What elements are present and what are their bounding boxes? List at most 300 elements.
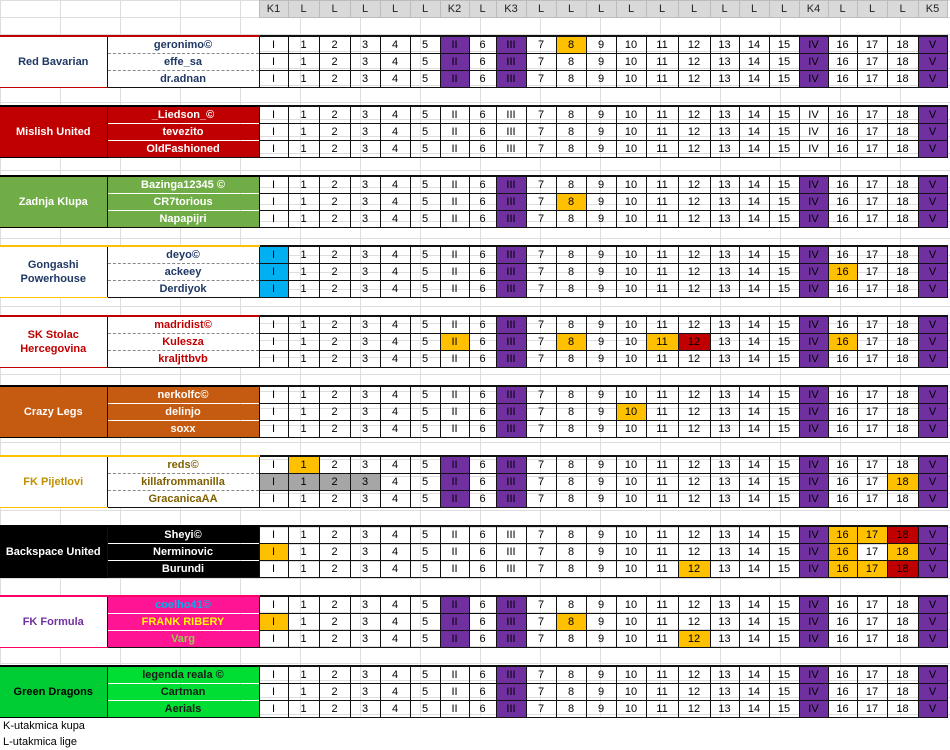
round-cell[interactable]: 8 xyxy=(556,631,586,648)
round-cell[interactable]: 8 xyxy=(556,561,586,578)
round-cell[interactable]: 15 xyxy=(769,316,799,334)
round-cell[interactable]: 10 xyxy=(616,421,646,438)
round-cell[interactable]: 15 xyxy=(769,666,799,684)
round-cell[interactable]: 3 xyxy=(350,106,380,124)
round-cell[interactable]: 2 xyxy=(319,614,350,631)
round-cell[interactable]: 12 xyxy=(678,404,710,421)
round-cell[interactable]: 17 xyxy=(857,701,887,718)
round-cell[interactable]: 1 xyxy=(288,71,319,88)
round-cell[interactable]: 16 xyxy=(828,474,857,491)
round-cell[interactable]: 7 xyxy=(526,666,556,684)
round-cell[interactable]: V xyxy=(918,194,947,211)
round-cell[interactable]: IV xyxy=(799,684,828,701)
round-cell[interactable]: II xyxy=(440,684,469,701)
round-cell[interactable]: 8 xyxy=(556,36,586,54)
round-cell[interactable]: III xyxy=(496,596,526,614)
round-cell[interactable]: 17 xyxy=(857,36,887,54)
round-cell[interactable]: 9 xyxy=(586,316,616,334)
round-cell[interactable]: 13 xyxy=(710,281,739,298)
round-cell[interactable]: V xyxy=(918,246,947,264)
round-cell[interactable]: 8 xyxy=(556,544,586,561)
round-cell[interactable]: 16 xyxy=(828,614,857,631)
round-cell[interactable]: 15 xyxy=(769,141,799,158)
round-cell[interactable]: 10 xyxy=(616,36,646,54)
column-header[interactable]: L xyxy=(616,1,646,18)
round-cell[interactable]: 7 xyxy=(526,246,556,264)
player-name[interactable]: tevezito xyxy=(107,124,259,141)
round-cell[interactable]: 5 xyxy=(410,684,440,701)
round-cell[interactable]: 4 xyxy=(380,544,410,561)
column-header[interactable]: L xyxy=(319,1,350,18)
player-name[interactable]: deyo© xyxy=(107,246,259,264)
round-cell[interactable]: II xyxy=(440,106,469,124)
round-cell[interactable]: 12 xyxy=(678,666,710,684)
round-cell[interactable]: IV xyxy=(799,596,828,614)
round-cell[interactable]: I xyxy=(259,544,288,561)
round-cell[interactable]: 15 xyxy=(769,106,799,124)
round-cell[interactable]: 7 xyxy=(526,316,556,334)
player-name[interactable]: soxx xyxy=(107,421,259,438)
round-cell[interactable]: 6 xyxy=(469,596,496,614)
player-name[interactable]: delinjo xyxy=(107,404,259,421)
round-cell[interactable]: II xyxy=(440,54,469,71)
round-cell[interactable]: 10 xyxy=(616,456,646,474)
round-cell[interactable]: 4 xyxy=(380,351,410,368)
round-cell[interactable]: 2 xyxy=(319,54,350,71)
round-cell[interactable]: 10 xyxy=(616,404,646,421)
round-cell[interactable]: 3 xyxy=(350,596,380,614)
round-cell[interactable]: 14 xyxy=(739,211,769,228)
round-cell[interactable]: 8 xyxy=(556,71,586,88)
round-cell[interactable]: 11 xyxy=(646,141,678,158)
round-cell[interactable]: 3 xyxy=(350,526,380,544)
round-cell[interactable]: 16 xyxy=(828,281,857,298)
round-cell[interactable]: III xyxy=(496,631,526,648)
round-cell[interactable]: 3 xyxy=(350,334,380,351)
round-cell[interactable]: IV xyxy=(799,351,828,368)
round-cell[interactable]: 16 xyxy=(828,106,857,124)
round-cell[interactable]: 11 xyxy=(646,106,678,124)
round-cell[interactable]: 8 xyxy=(556,351,586,368)
round-cell[interactable]: 8 xyxy=(556,474,586,491)
round-cell[interactable]: 13 xyxy=(710,526,739,544)
round-cell[interactable]: 3 xyxy=(350,631,380,648)
round-cell[interactable]: 5 xyxy=(410,246,440,264)
round-cell[interactable]: 5 xyxy=(410,404,440,421)
round-cell[interactable]: 5 xyxy=(410,561,440,578)
round-cell[interactable]: III xyxy=(496,404,526,421)
round-cell[interactable]: 6 xyxy=(469,281,496,298)
round-cell[interactable]: 8 xyxy=(556,491,586,508)
round-cell[interactable]: 16 xyxy=(828,386,857,404)
round-cell[interactable]: 14 xyxy=(739,316,769,334)
round-cell[interactable]: 4 xyxy=(380,246,410,264)
round-cell[interactable]: 16 xyxy=(828,351,857,368)
round-cell[interactable]: 14 xyxy=(739,71,769,88)
player-name[interactable]: _Liedson_© xyxy=(107,106,259,124)
round-cell[interactable]: 14 xyxy=(739,491,769,508)
round-cell[interactable]: 18 xyxy=(887,456,918,474)
round-cell[interactable]: 4 xyxy=(380,124,410,141)
round-cell[interactable]: 18 xyxy=(887,404,918,421)
round-cell[interactable]: 17 xyxy=(857,316,887,334)
round-cell[interactable]: 16 xyxy=(828,334,857,351)
round-cell[interactable]: 17 xyxy=(857,141,887,158)
column-header[interactable]: K5 xyxy=(918,1,947,18)
round-cell[interactable]: 9 xyxy=(586,194,616,211)
round-cell[interactable]: 5 xyxy=(410,281,440,298)
round-cell[interactable]: 8 xyxy=(556,404,586,421)
round-cell[interactable]: 2 xyxy=(319,106,350,124)
column-header[interactable]: L xyxy=(350,1,380,18)
round-cell[interactable]: 11 xyxy=(646,211,678,228)
round-cell[interactable]: 15 xyxy=(769,211,799,228)
round-cell[interactable]: 17 xyxy=(857,526,887,544)
round-cell[interactable]: 14 xyxy=(739,456,769,474)
round-cell[interactable]: IV xyxy=(799,701,828,718)
round-cell[interactable]: V xyxy=(918,421,947,438)
round-cell[interactable]: III xyxy=(496,176,526,194)
round-cell[interactable]: 15 xyxy=(769,71,799,88)
round-cell[interactable]: 5 xyxy=(410,666,440,684)
round-cell[interactable]: 5 xyxy=(410,596,440,614)
round-cell[interactable]: 11 xyxy=(646,614,678,631)
round-cell[interactable]: 9 xyxy=(586,544,616,561)
round-cell[interactable]: 16 xyxy=(828,141,857,158)
round-cell[interactable]: 9 xyxy=(586,684,616,701)
round-cell[interactable]: 7 xyxy=(526,386,556,404)
player-name[interactable]: dr.adnan xyxy=(107,71,259,88)
round-cell[interactable]: 1 xyxy=(288,124,319,141)
round-cell[interactable]: 12 xyxy=(678,264,710,281)
team-name[interactable]: Green Dragons xyxy=(0,666,107,718)
round-cell[interactable]: IV xyxy=(799,456,828,474)
round-cell[interactable]: 10 xyxy=(616,631,646,648)
round-cell[interactable]: 16 xyxy=(828,36,857,54)
round-cell[interactable]: 1 xyxy=(288,54,319,71)
round-cell[interactable]: 3 xyxy=(350,246,380,264)
round-cell[interactable]: 3 xyxy=(350,456,380,474)
round-cell[interactable]: 9 xyxy=(586,281,616,298)
round-cell[interactable]: 18 xyxy=(887,54,918,71)
round-cell[interactable]: 18 xyxy=(887,106,918,124)
round-cell[interactable]: 10 xyxy=(616,106,646,124)
round-cell[interactable]: 2 xyxy=(319,211,350,228)
round-cell[interactable]: 2 xyxy=(319,351,350,368)
team-name[interactable]: FK Formula xyxy=(0,596,107,648)
round-cell[interactable]: III xyxy=(496,71,526,88)
round-cell[interactable]: 2 xyxy=(319,36,350,54)
round-cell[interactable]: V xyxy=(918,544,947,561)
round-cell[interactable]: 2 xyxy=(319,561,350,578)
round-cell[interactable]: 18 xyxy=(887,351,918,368)
round-cell[interactable]: I xyxy=(259,561,288,578)
round-cell[interactable]: 13 xyxy=(710,666,739,684)
round-cell[interactable]: 6 xyxy=(469,334,496,351)
round-cell[interactable]: V xyxy=(918,106,947,124)
round-cell[interactable]: III xyxy=(496,264,526,281)
round-cell[interactable]: 12 xyxy=(678,334,710,351)
round-cell[interactable]: 17 xyxy=(857,106,887,124)
round-cell[interactable]: 12 xyxy=(678,684,710,701)
round-cell[interactable]: 8 xyxy=(556,596,586,614)
round-cell[interactable]: 7 xyxy=(526,194,556,211)
round-cell[interactable]: 11 xyxy=(646,491,678,508)
round-cell[interactable]: 4 xyxy=(380,614,410,631)
round-cell[interactable]: V xyxy=(918,404,947,421)
round-cell[interactable]: II xyxy=(440,456,469,474)
round-cell[interactable]: 18 xyxy=(887,666,918,684)
round-cell[interactable]: 15 xyxy=(769,544,799,561)
round-cell[interactable]: 3 xyxy=(350,176,380,194)
round-cell[interactable]: 6 xyxy=(469,684,496,701)
column-header[interactable]: L xyxy=(469,1,496,18)
round-cell[interactable]: 18 xyxy=(887,194,918,211)
round-cell[interactable]: 13 xyxy=(710,176,739,194)
round-cell[interactable]: 4 xyxy=(380,386,410,404)
round-cell[interactable]: II xyxy=(440,176,469,194)
round-cell[interactable]: IV xyxy=(799,561,828,578)
round-cell[interactable]: 4 xyxy=(380,666,410,684)
round-cell[interactable]: 16 xyxy=(828,596,857,614)
round-cell[interactable]: 6 xyxy=(469,631,496,648)
round-cell[interactable]: V xyxy=(918,561,947,578)
round-cell[interactable]: 18 xyxy=(887,71,918,88)
round-cell[interactable]: 8 xyxy=(556,456,586,474)
round-cell[interactable]: III xyxy=(496,36,526,54)
round-cell[interactable]: 14 xyxy=(739,141,769,158)
round-cell[interactable]: III xyxy=(496,351,526,368)
player-name[interactable]: OldFashioned xyxy=(107,141,259,158)
round-cell[interactable]: 1 xyxy=(288,456,319,474)
round-cell[interactable]: 12 xyxy=(678,316,710,334)
round-cell[interactable]: 17 xyxy=(857,404,887,421)
round-cell[interactable]: 10 xyxy=(616,194,646,211)
round-cell[interactable]: 13 xyxy=(710,684,739,701)
round-cell[interactable]: 4 xyxy=(380,334,410,351)
round-cell[interactable]: 18 xyxy=(887,176,918,194)
round-cell[interactable]: 4 xyxy=(380,456,410,474)
player-name[interactable]: coelho41© xyxy=(107,596,259,614)
player-name[interactable]: legenda reala © xyxy=(107,666,259,684)
round-cell[interactable]: 7 xyxy=(526,491,556,508)
round-cell[interactable]: 9 xyxy=(586,561,616,578)
round-cell[interactable]: V xyxy=(918,491,947,508)
round-cell[interactable]: I xyxy=(259,666,288,684)
round-cell[interactable]: 3 xyxy=(350,36,380,54)
round-cell[interactable]: II xyxy=(440,386,469,404)
round-cell[interactable]: 11 xyxy=(646,281,678,298)
round-cell[interactable]: 10 xyxy=(616,141,646,158)
player-name[interactable]: Sheyi© xyxy=(107,526,259,544)
player-name[interactable]: madridist© xyxy=(107,316,259,334)
round-cell[interactable]: IV xyxy=(799,404,828,421)
round-cell[interactable]: IV xyxy=(799,316,828,334)
round-cell[interactable]: I xyxy=(259,351,288,368)
round-cell[interactable]: 10 xyxy=(616,596,646,614)
round-cell[interactable]: IV xyxy=(799,246,828,264)
round-cell[interactable]: 3 xyxy=(350,614,380,631)
round-cell[interactable]: 12 xyxy=(678,701,710,718)
round-cell[interactable]: 7 xyxy=(526,631,556,648)
round-cell[interactable]: 10 xyxy=(616,264,646,281)
round-cell[interactable]: III xyxy=(496,491,526,508)
round-cell[interactable]: 2 xyxy=(319,124,350,141)
round-cell[interactable]: 1 xyxy=(288,561,319,578)
round-cell[interactable]: V xyxy=(918,526,947,544)
round-cell[interactable]: 6 xyxy=(469,194,496,211)
round-cell[interactable]: 7 xyxy=(526,701,556,718)
round-cell[interactable]: III xyxy=(496,194,526,211)
round-cell[interactable]: II xyxy=(440,421,469,438)
round-cell[interactable]: 2 xyxy=(319,456,350,474)
round-cell[interactable]: 16 xyxy=(828,246,857,264)
round-cell[interactable]: 6 xyxy=(469,264,496,281)
round-cell[interactable]: II xyxy=(440,404,469,421)
round-cell[interactable]: 18 xyxy=(887,264,918,281)
round-cell[interactable]: 3 xyxy=(350,544,380,561)
round-cell[interactable]: 4 xyxy=(380,526,410,544)
player-name[interactable]: killafrommanilla xyxy=(107,474,259,491)
round-cell[interactable]: 12 xyxy=(678,474,710,491)
round-cell[interactable]: 4 xyxy=(380,491,410,508)
round-cell[interactable]: IV xyxy=(799,334,828,351)
round-cell[interactable]: 11 xyxy=(646,561,678,578)
team-name[interactable]: Zadnja Klupa xyxy=(0,176,107,228)
round-cell[interactable]: 6 xyxy=(469,544,496,561)
round-cell[interactable]: 11 xyxy=(646,246,678,264)
round-cell[interactable]: 7 xyxy=(526,54,556,71)
round-cell[interactable]: 15 xyxy=(769,561,799,578)
round-cell[interactable]: 6 xyxy=(469,71,496,88)
round-cell[interactable]: II xyxy=(440,334,469,351)
round-cell[interactable]: 14 xyxy=(739,124,769,141)
column-header[interactable]: L xyxy=(410,1,440,18)
column-header[interactable]: L xyxy=(857,1,887,18)
round-cell[interactable]: 12 xyxy=(678,596,710,614)
round-cell[interactable]: 8 xyxy=(556,124,586,141)
round-cell[interactable]: 15 xyxy=(769,456,799,474)
round-cell[interactable]: 4 xyxy=(380,631,410,648)
round-cell[interactable]: 13 xyxy=(710,404,739,421)
round-cell[interactable]: 11 xyxy=(646,631,678,648)
round-cell[interactable]: 5 xyxy=(410,351,440,368)
round-cell[interactable]: 8 xyxy=(556,614,586,631)
round-cell[interactable]: 4 xyxy=(380,316,410,334)
round-cell[interactable]: 7 xyxy=(526,351,556,368)
round-cell[interactable]: 12 xyxy=(678,456,710,474)
round-cell[interactable]: 11 xyxy=(646,526,678,544)
round-cell[interactable]: 5 xyxy=(410,544,440,561)
round-cell[interactable]: V xyxy=(918,334,947,351)
round-cell[interactable]: 16 xyxy=(828,526,857,544)
round-cell[interactable]: 2 xyxy=(319,194,350,211)
round-cell[interactable]: 6 xyxy=(469,404,496,421)
round-cell[interactable]: 14 xyxy=(739,666,769,684)
round-cell[interactable]: 3 xyxy=(350,701,380,718)
round-cell[interactable]: II xyxy=(440,544,469,561)
round-cell[interactable]: 16 xyxy=(828,54,857,71)
player-name[interactable]: Aerials xyxy=(107,701,259,718)
round-cell[interactable]: 18 xyxy=(887,36,918,54)
round-cell[interactable]: 10 xyxy=(616,666,646,684)
round-cell[interactable]: 7 xyxy=(526,561,556,578)
round-cell[interactable]: 13 xyxy=(710,351,739,368)
round-cell[interactable]: 2 xyxy=(319,246,350,264)
round-cell[interactable]: III xyxy=(496,421,526,438)
round-cell[interactable]: 9 xyxy=(586,211,616,228)
round-cell[interactable]: 15 xyxy=(769,631,799,648)
round-cell[interactable]: 2 xyxy=(319,334,350,351)
round-cell[interactable]: 2 xyxy=(319,421,350,438)
round-cell[interactable]: IV xyxy=(799,124,828,141)
round-cell[interactable]: 12 xyxy=(678,106,710,124)
round-cell[interactable]: 13 xyxy=(710,334,739,351)
round-cell[interactable]: 5 xyxy=(410,124,440,141)
player-name[interactable]: Bazinga12345 © xyxy=(107,176,259,194)
round-cell[interactable]: V xyxy=(918,54,947,71)
round-cell[interactable]: II xyxy=(440,36,469,54)
round-cell[interactable]: I xyxy=(259,281,288,298)
round-cell[interactable]: 16 xyxy=(828,71,857,88)
column-header[interactable]: L xyxy=(526,1,556,18)
round-cell[interactable]: 12 xyxy=(678,141,710,158)
round-cell[interactable]: 13 xyxy=(710,596,739,614)
round-cell[interactable]: II xyxy=(440,316,469,334)
round-cell[interactable]: 9 xyxy=(586,124,616,141)
round-cell[interactable]: 12 xyxy=(678,176,710,194)
round-cell[interactable]: V xyxy=(918,474,947,491)
round-cell[interactable]: 13 xyxy=(710,544,739,561)
round-cell[interactable]: 2 xyxy=(319,491,350,508)
round-cell[interactable]: 15 xyxy=(769,526,799,544)
round-cell[interactable]: 10 xyxy=(616,386,646,404)
round-cell[interactable]: 3 xyxy=(350,386,380,404)
round-cell[interactable]: 6 xyxy=(469,316,496,334)
round-cell[interactable]: 14 xyxy=(739,614,769,631)
round-cell[interactable]: 5 xyxy=(410,701,440,718)
round-cell[interactable]: I xyxy=(259,36,288,54)
round-cell[interactable]: 11 xyxy=(646,456,678,474)
round-cell[interactable]: 2 xyxy=(319,386,350,404)
round-cell[interactable]: 17 xyxy=(857,421,887,438)
round-cell[interactable]: III xyxy=(496,106,526,124)
player-name[interactable]: geronimo© xyxy=(107,36,259,54)
round-cell[interactable]: 14 xyxy=(739,351,769,368)
round-cell[interactable]: 14 xyxy=(739,561,769,578)
round-cell[interactable]: 9 xyxy=(586,386,616,404)
round-cell[interactable]: 11 xyxy=(646,194,678,211)
round-cell[interactable]: 6 xyxy=(469,561,496,578)
round-cell[interactable]: III xyxy=(496,701,526,718)
round-cell[interactable]: V xyxy=(918,666,947,684)
round-cell[interactable]: 7 xyxy=(526,71,556,88)
round-cell[interactable]: 12 xyxy=(678,211,710,228)
round-cell[interactable]: 9 xyxy=(586,474,616,491)
round-cell[interactable]: 16 xyxy=(828,404,857,421)
column-header[interactable]: L xyxy=(646,1,678,18)
round-cell[interactable]: I xyxy=(259,491,288,508)
round-cell[interactable]: 18 xyxy=(887,614,918,631)
round-cell[interactable]: II xyxy=(440,246,469,264)
round-cell[interactable]: 9 xyxy=(586,246,616,264)
round-cell[interactable]: I xyxy=(259,404,288,421)
round-cell[interactable]: 3 xyxy=(350,421,380,438)
round-cell[interactable]: 15 xyxy=(769,421,799,438)
round-cell[interactable]: 9 xyxy=(586,106,616,124)
column-header[interactable]: L xyxy=(769,1,799,18)
round-cell[interactable]: 4 xyxy=(380,176,410,194)
